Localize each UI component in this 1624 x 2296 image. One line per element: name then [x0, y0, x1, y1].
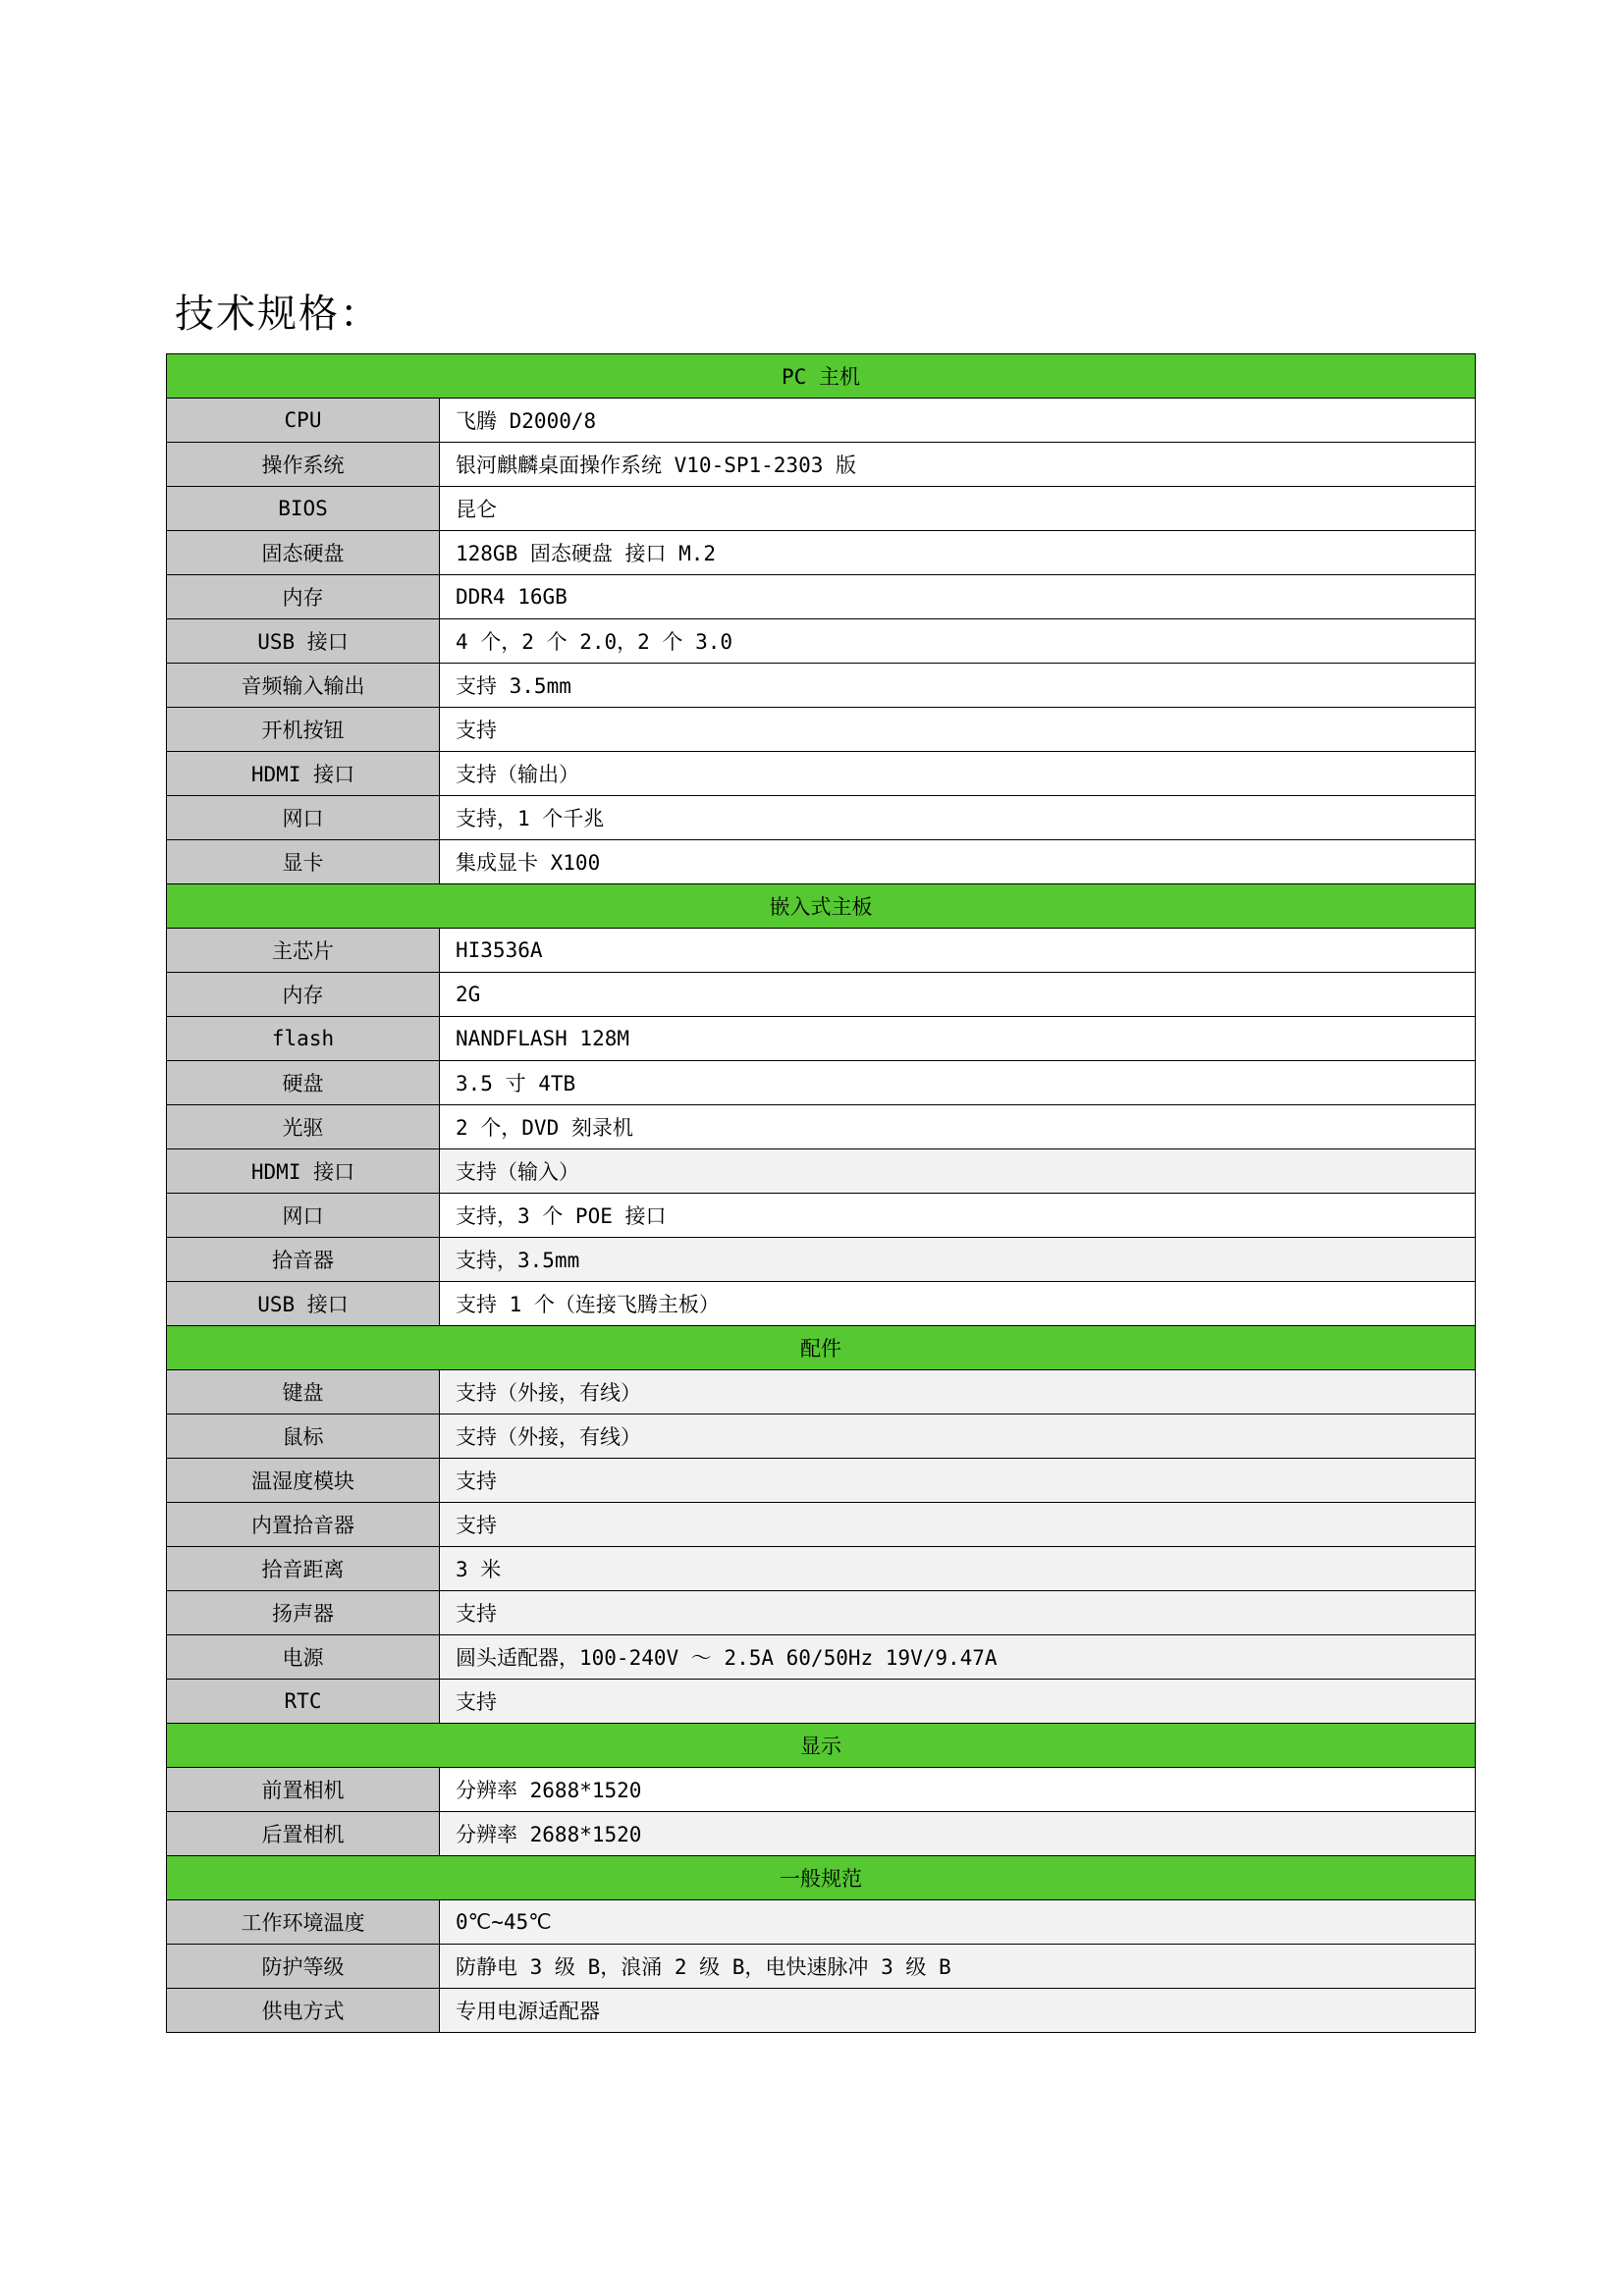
spec-value: 支持（输出） — [440, 752, 1476, 796]
spec-label: 温湿度模块 — [167, 1459, 440, 1503]
spec-label: BIOS — [167, 487, 440, 531]
spec-label: flash — [167, 1017, 440, 1061]
spec-label: 扬声器 — [167, 1591, 440, 1635]
spec-label: 供电方式 — [167, 1989, 440, 2033]
spec-row — [167, 796, 1476, 840]
spec-label: 拾音距离 — [167, 1547, 440, 1591]
spec-row — [167, 1370, 1476, 1415]
spec-value: 4 个，2 个 2.0，2 个 3.0 — [440, 619, 1476, 664]
spec-label: 前置相机 — [167, 1768, 440, 1812]
spec-row — [167, 1680, 1476, 1724]
spec-value: 飞腾 D2000/8 — [440, 399, 1476, 443]
spec-row — [167, 1945, 1476, 1989]
spec-label: USB 接口 — [167, 619, 440, 664]
spec-row — [167, 399, 1476, 443]
spec-label: 固态硬盘 — [167, 531, 440, 575]
spec-row — [167, 1635, 1476, 1680]
spec-value: 支持 3.5mm — [440, 664, 1476, 708]
spec-value: 0℃~45℃ — [440, 1900, 1476, 1945]
spec-row — [167, 1989, 1476, 2033]
spec-label: 工作环境温度 — [167, 1900, 440, 1945]
spec-row — [167, 664, 1476, 708]
spec-value: 支持 — [440, 1459, 1476, 1503]
section-title: 配件 — [167, 1326, 1476, 1370]
spec-value: 128GB 固态硬盘 接口 M.2 — [440, 531, 1476, 575]
spec-row — [167, 1459, 1476, 1503]
spec-value: 支持，3 个 POE 接口 — [440, 1194, 1476, 1238]
spec-label: CPU — [167, 399, 440, 443]
spec-row — [167, 487, 1476, 531]
spec-label: 内存 — [167, 973, 440, 1017]
section-header-row — [167, 354, 1476, 399]
spec-label: 硬盘 — [167, 1061, 440, 1105]
spec-value: 专用电源适配器 — [440, 1989, 1476, 2033]
spec-label: 键盘 — [167, 1370, 440, 1415]
spec-row — [167, 1503, 1476, 1547]
spec-label: 拾音器 — [167, 1238, 440, 1282]
spec-row — [167, 575, 1476, 619]
spec-value: 3.5 寸 4TB — [440, 1061, 1476, 1105]
section-title: 一般规范 — [167, 1856, 1476, 1900]
section-title: 嵌入式主板 — [167, 884, 1476, 929]
section-title: 显示 — [167, 1724, 1476, 1768]
spec-table — [166, 353, 1476, 2033]
spec-label: 主芯片 — [167, 929, 440, 973]
section-header-row — [167, 1724, 1476, 1768]
spec-value: DDR4 16GB — [440, 575, 1476, 619]
spec-label: USB 接口 — [167, 1282, 440, 1326]
spec-label: 显卡 — [167, 840, 440, 884]
spec-value: 支持（外接，有线） — [440, 1415, 1476, 1459]
spec-value: 圆头适配器，100-240V ～ 2.5A 60/50Hz 19V/9.47A — [440, 1635, 1476, 1680]
spec-value: 支持 — [440, 1591, 1476, 1635]
spec-row — [167, 443, 1476, 487]
spec-label: 光驱 — [167, 1105, 440, 1149]
spec-row — [167, 1812, 1476, 1856]
spec-row — [167, 531, 1476, 575]
spec-value: 3 米 — [440, 1547, 1476, 1591]
spec-row — [167, 752, 1476, 796]
spec-value: NANDFLASH 128M — [440, 1017, 1476, 1061]
spec-label: 后置相机 — [167, 1812, 440, 1856]
spec-row — [167, 1194, 1476, 1238]
spec-value: 防静电 3 级 B，浪涌 2 级 B，电快速脉冲 3 级 B — [440, 1945, 1476, 1989]
spec-row — [167, 1591, 1476, 1635]
spec-label: 音频输入输出 — [167, 664, 440, 708]
section-header-row — [167, 1856, 1476, 1900]
spec-value: 2 个，DVD 刻录机 — [440, 1105, 1476, 1149]
spec-value: 支持（输入） — [440, 1149, 1476, 1194]
section-header-row — [167, 884, 1476, 929]
spec-value: 昆仑 — [440, 487, 1476, 531]
spec-value: 支持 — [440, 708, 1476, 752]
spec-value: 支持 1 个（连接飞腾主板） — [440, 1282, 1476, 1326]
spec-value: 支持，1 个千兆 — [440, 796, 1476, 840]
spec-row — [167, 619, 1476, 664]
spec-value: 支持 — [440, 1680, 1476, 1724]
spec-label: 开机按钮 — [167, 708, 440, 752]
spec-row — [167, 1061, 1476, 1105]
spec-value: 分辨率 2688*1520 — [440, 1768, 1476, 1812]
spec-value: 银河麒麟桌面操作系统 V10-SP1-2303 版 — [440, 443, 1476, 487]
spec-row — [167, 1149, 1476, 1194]
spec-value: HI3536A — [440, 929, 1476, 973]
section-header-row — [167, 1326, 1476, 1370]
spec-label: 网口 — [167, 796, 440, 840]
spec-label: HDMI 接口 — [167, 752, 440, 796]
spec-label: RTC — [167, 1680, 440, 1724]
spec-row — [167, 1547, 1476, 1591]
page-title: 技术规格： — [175, 292, 381, 337]
spec-label: 内置拾音器 — [167, 1503, 440, 1547]
spec-row — [167, 1105, 1476, 1149]
spec-row — [167, 973, 1476, 1017]
spec-row — [167, 1282, 1476, 1326]
spec-label: 鼠标 — [167, 1415, 440, 1459]
spec-label: HDMI 接口 — [167, 1149, 440, 1194]
spec-label: 电源 — [167, 1635, 440, 1680]
spec-row — [167, 708, 1476, 752]
spec-label: 内存 — [167, 575, 440, 619]
spec-row — [167, 840, 1476, 884]
spec-value: 分辨率 2688*1520 — [440, 1812, 1476, 1856]
spec-value: 集成显卡 X100 — [440, 840, 1476, 884]
spec-value: 2G — [440, 973, 1476, 1017]
spec-label: 防护等级 — [167, 1945, 440, 1989]
spec-row — [167, 1768, 1476, 1812]
spec-row — [167, 1017, 1476, 1061]
spec-value: 支持（外接，有线） — [440, 1370, 1476, 1415]
spec-value: 支持 — [440, 1503, 1476, 1547]
spec-label: 网口 — [167, 1194, 440, 1238]
spec-row — [167, 929, 1476, 973]
spec-value: 支持，3.5mm — [440, 1238, 1476, 1282]
section-title: PC 主机 — [167, 354, 1476, 399]
spec-label: 操作系统 — [167, 443, 440, 487]
spec-row — [167, 1415, 1476, 1459]
spec-row — [167, 1900, 1476, 1945]
spec-row — [167, 1238, 1476, 1282]
